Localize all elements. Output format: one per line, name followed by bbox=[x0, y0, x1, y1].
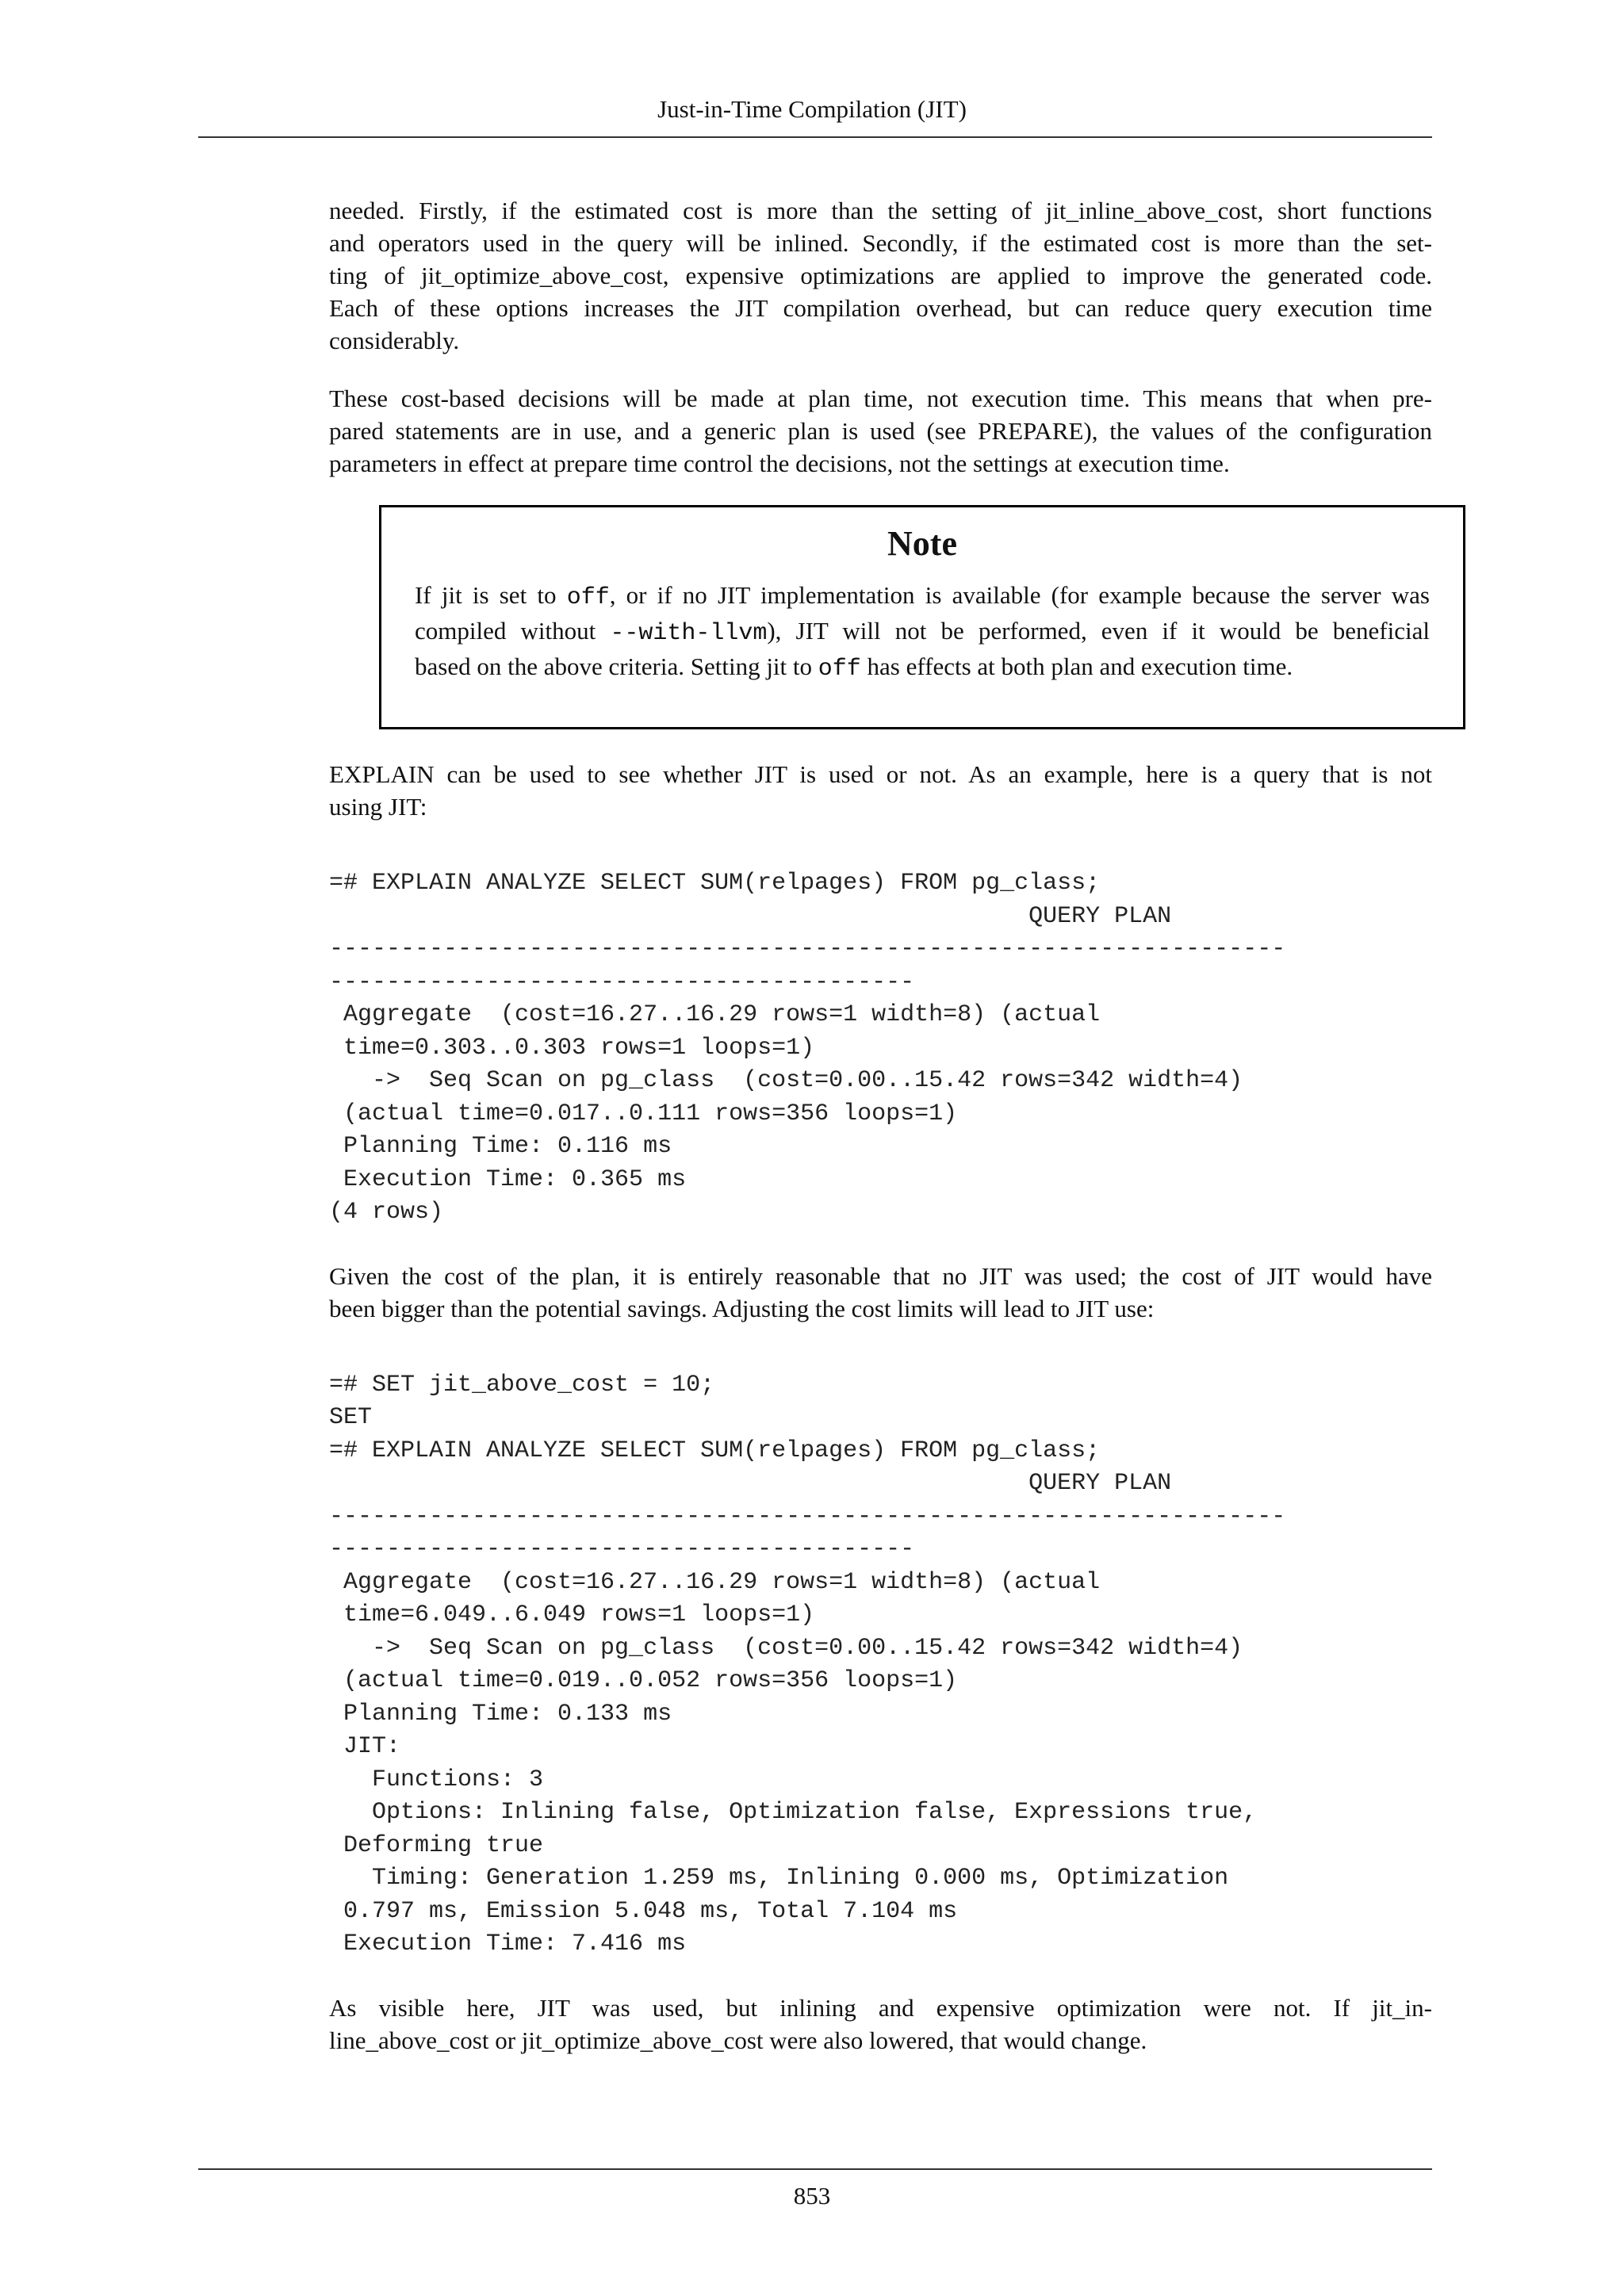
note-box bbox=[379, 505, 1465, 729]
note-text: ), JIT will not be performed, even if it would be beneficial bbox=[767, 617, 1430, 645]
text-line: using JIT: bbox=[329, 793, 427, 821]
paragraph-plan-time-decisions bbox=[329, 382, 1432, 480]
text-line: needed. Firstly, if the estimated cost is more than the setting of jit_inline_above_cost, short functions bbox=[329, 197, 1432, 224]
note-code: off bbox=[566, 584, 610, 611]
footer-rule bbox=[198, 2168, 1432, 2170]
text-line: Given the cost of the plan, it is entirely reasonable that no JIT was used; the cost of JIT would have bbox=[329, 1261, 1432, 1290]
note-line bbox=[415, 614, 1430, 650]
note-text: compiled without bbox=[415, 617, 611, 645]
text-line: EXPLAIN can be used to see whether JIT is used or not. As an example, here is a query that is not bbox=[329, 760, 1432, 788]
note-body bbox=[415, 579, 1430, 686]
text-line: parameters in effect at prepare time control the decisions, not the settings at execution time. bbox=[329, 450, 1230, 477]
note-title: Note bbox=[887, 524, 957, 563]
code-block-explain-no-jit: =# EXPLAIN ANALYZE SELECT SUM(relpages) FROM pg_class; QUERY PLAN ------------------------------------------------------------------- ----------------------------------------- Aggregate (cost=16.27..16.29 rows=1 width=8) (actual time=0.303..0.303 rows=1 loops=1) -> Seq Scan on pg_class (cost=0.00..15.42 rows=342 width=4) (actual time=0.017..0.111 rows=356 loops=1) Planning Time: 0.116 ms Execution Time: 0.365 ms (4 rows) bbox=[329, 870, 1286, 1226]
text-line: pared statements are in use, and a generic plan is used (see PREPARE), the values of the configuration bbox=[329, 417, 1432, 445]
code-block-explain-with-jit: =# SET jit_above_cost = 10; SET =# EXPLAIN ANALYZE SELECT SUM(relpages) FROM pg_class; QUERY PLAN ------------------------------------------------------------------- ----------------------------------------- Aggregate (cost=16.27..16.29 rows=1 width=8) (actual time=6.049..6.049 rows=1 loops=1) -> Seq Scan on pg_class (cost=0.00..15.42 rows=342 width=4) (actual time=0.019..0.052 rows=356 loops=1) Planning Time: 0.133 ms JIT: Functions: 3 Options: Inlining false, Optimization false, Expressions true, Deforming true Timing: Generation 1.259 ms, Inlining 0.000 ms, Optimization 0.797 ms, Emission 5.048 ms, Total 7.104 ms Execution Time: 7.416 ms bbox=[329, 1371, 1286, 1957]
note-code: off bbox=[818, 656, 861, 683]
note-text: has effects at both plan and execution time. bbox=[860, 652, 1293, 680]
text-line: ting of jit_optimize_above_cost, expensive optimizations are applied to improve the generated code. bbox=[329, 262, 1432, 289]
note-line bbox=[415, 650, 1430, 686]
paragraph-cost-reasoning bbox=[329, 1260, 1432, 1325]
page-number: 853 bbox=[793, 2182, 831, 2210]
note-text: based on the above criteria. Setting jit to bbox=[415, 652, 818, 680]
text-line: line_above_cost or jit_optimize_above_cost were also lowered, that would change. bbox=[329, 2026, 1147, 2054]
text-line: As visible here, JIT was used, but inlining and expensive optimization were not. If jit_in- bbox=[329, 1993, 1432, 2022]
text-line: been bigger than the potential savings. Adjusting the cost limits will lead to JIT use: bbox=[329, 1294, 1155, 1322]
note-text: , or if no JIT implementation is available (for example because the server was bbox=[609, 581, 1430, 609]
note-code: --with-llvm bbox=[610, 620, 768, 647]
text-line: considerably. bbox=[329, 327, 460, 354]
header-rule bbox=[198, 136, 1432, 138]
running-header: Just-in-Time Compilation (JIT) bbox=[657, 95, 967, 123]
paragraph-explain-intro bbox=[329, 758, 1432, 823]
note-text: If jit is set to bbox=[415, 581, 567, 609]
text-line: These cost-based decisions will be made at plan time, not execution time. This means that when pre- bbox=[329, 385, 1432, 412]
paragraph-jit-result bbox=[329, 1992, 1432, 2057]
paragraph-jit-cost-options bbox=[329, 194, 1432, 357]
text-line: and operators used in the query will be inlined. Secondly, if the estimated cost is more than the set- bbox=[329, 229, 1432, 257]
text-line: Each of these options increases the JIT compilation overhead, but can reduce query execution time bbox=[329, 294, 1432, 322]
note-line bbox=[415, 579, 1430, 614]
page-content bbox=[329, 194, 1432, 2082]
